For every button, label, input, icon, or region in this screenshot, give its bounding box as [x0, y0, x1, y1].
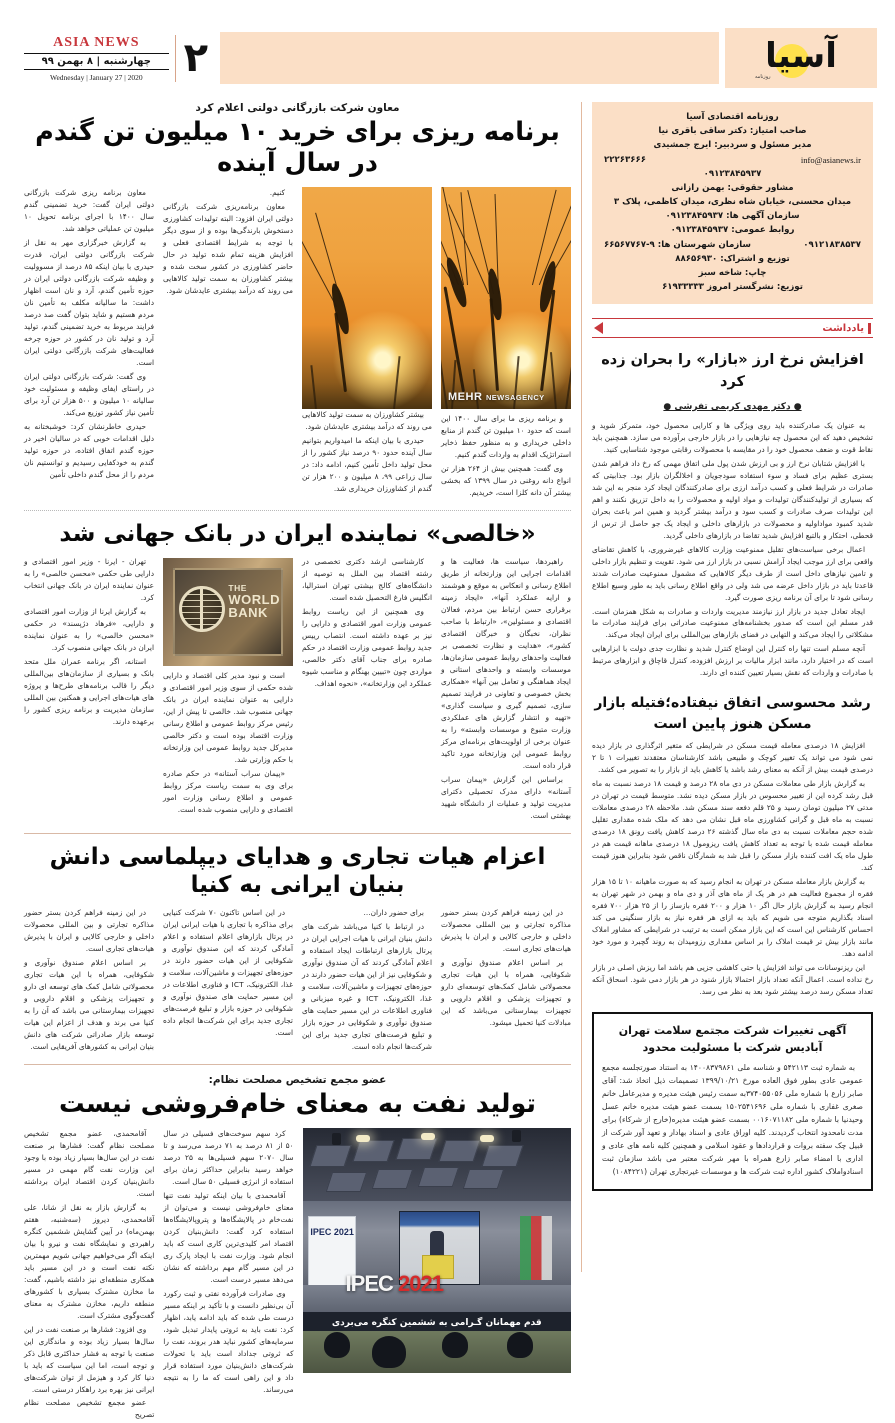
- article-paragraph: کرد سهم سوخت‌های فسیلی در سال ۵۰ از ۸۱ درصد به ۷۱ درصد می‌رسد و تا سال ۲۰۷۰ سهم فسیلی‌ها به ۲۵ درصد خواهد رسید بنابراین حداکثر زمان برای استفاده از انرژی فسیلی ۵۰ سال است.: [163, 1128, 294, 1186]
- article-column: [163, 907, 293, 1055]
- colophon-print: چاپ: شاخه سبز: [698, 267, 767, 278]
- logo-subtext: روزنامه: [755, 74, 771, 80]
- article-paragraph: وی افزود: فشارها بر صنعت نفت در این سال‌ها بسیار زیاد بوده و ماندگاری این صنعت با توجه به فشار حداکثری قابل ذکر و توجه است، اما این سیاست که باید با دنیا کار کرد و هیزمل از توان شرکت‌های ایرانی نیز بهره برد راهکار درستی است.: [24, 1324, 155, 1394]
- article-kicker: معاون شرکت بازرگانی دولتی اعلام کرد: [195, 102, 400, 114]
- article-world-bank: [24, 520, 571, 824]
- date-block: [18, 35, 176, 82]
- article-column: [302, 187, 432, 501]
- note-author: ● دکتر مهدی کریمی تفرشی ●: [663, 401, 802, 412]
- article-column-text: [163, 907, 293, 1039]
- note-paragraph: با افزایش شتابان نرخ ارز و بی ارزش شدن پول ملی اتفاق مهمی که رخ داد فراهم شدن بستری عظیم برای فساد و سوء استفاده سودجویان و اخلالگران بازار بود. جذابیتی که صادرات در شرایط فعلی و کسب درآمد ارزی برای صادرکنندگان ایجاد کرد منجر به این شد که بسیاری از تولیدکنندگان تولیدات و مواد اولیه و محصولات را به داخل تزریق نکنند و اهم این تولیدات صرف صادرات و کسب سود و درآمد بیشتر گردید و همین امر باعث بحران شدید کمبود مواداولیه و محصولات در بازارهای داخلی و ایجاد یک جو حاصل از ترس از قحطی، احتکار و بالتبع افزایش شدید تقاضا در بازارهای داخلی گردید.: [592, 458, 873, 540]
- photo-world-bank-sign: [163, 558, 293, 666]
- audience-head: [324, 1332, 350, 1358]
- article-paragraph: تهران - ایرنا - وزیر امور اقتصادی و دارایی طی حکمی «محسن خالصی» را به عنوان نماینده ایران در بانک جهانی انتخاب کرد.: [24, 557, 154, 603]
- article-oil-production: [24, 1074, 571, 1423]
- article-column: [24, 556, 154, 824]
- article-column-text: [24, 187, 154, 481]
- world-bank-wordmark: THE WORLD BANK: [228, 583, 280, 620]
- article-paragraph: آقامحمدی، عضو مجمع تشخیص مصلحت نظام گفت: فشارها بر صنعت نفت در این سال‌ها بسیار زیاد بوده با وجود این وزارت نفت گام مهمی در مسیر دانش‌بنیان کردن اقتصاد ایران برداشته است.: [24, 1128, 155, 1198]
- article-paragraph: براساس این گزارش «پیمان سراب آستانه» دارای مدرک تحصیلی دکترای مدیریت تولید و عملیات از دانشگاه شهید بهشتی است.: [441, 774, 571, 820]
- colophon-box: [592, 102, 873, 304]
- article-paragraph: کنیم.: [269, 188, 285, 198]
- article-wheat-purchase: [24, 102, 571, 501]
- note2-paragraph: به گزارش بازار معامله مسکن در تهران به انجام رسید که به صورت ماهیانه ۱۰ تا ۱۵ هزار فقره از مجموع فعالیت هم در هر یک از ماه های آذر و دی ماه و بهمن در شهر تهران به انجام رسید به گزارش بازار حال اگر ۱۰ هزار و ۲۰۰ فقره بازساز را از ۲۵ هزار ۷۰۰ فقره اسناد بگذاریم متوجه می شویم که باید به ازای هر فقره نیاز به بازار سنگینی می کند احساس کارشناس این است که این بازار ممکن است به ترتیب در شرایطی که مشاور املاک مانند بازار بیش تر قیمت املاک را بر اساس مقداری رزومیدان به روند گچبرد و مورد خود ادامه دهد.: [592, 876, 874, 958]
- colophon-phone-1: ۲۲۲۶۳۶۶۶: [604, 154, 646, 165]
- photo-wheat-field-2: [302, 187, 432, 409]
- article-paragraph: معاون برنامه‌ریزی شرکت بازرگانی دولتی ایران افزود: البته تولیدات کشاورزی دستخوش بارندگی‌ها بوده و از سوی دیگر با توجه به شرایط اقتصادی فعلی و افزایش هزینه تمام شده تولید در حال حاضر کشاورزی در کشور سخت شده و بیشتر کشاورزان به سمت تولید کالاهایی می روند که درآمد بیشتری عایدشان شود.: [163, 202, 293, 296]
- stage-banner-text: قدم مهمانان گـرامی به ششمین کنگره می‌بردی: [303, 1312, 571, 1334]
- note2-headline: رشد محسوسی اتفاق نیفتاده؛فتیله بازار مسکن هنوز پایین است: [594, 695, 871, 732]
- colophon-distribution: توزیع: نشرگستر امروز ۶۱۹۳۳۳۳۳: [662, 282, 803, 293]
- event-logo: [346, 1271, 443, 1297]
- article-headline: تولید نفت به معنای خام‌فروشی نیست: [58, 1088, 537, 1119]
- note-section-header: [592, 318, 873, 338]
- article-paragraph: در این اساس تاکنون ۷۰ شرکت کنیایی برای مذاکره با تجاری با هیات ایرانی ایران در پرتال بازارهای اعلام استفاده و اعلام آمادگی کردند که این صندوق نوآوری و شکوفایی از این هیات حضور دارند در حوزه‌های تجهیزات و ماشین‌آلات، سلامت و غذا، الکترونیک، ICT و فناوری اطلاعات در این مسیر حمایت های صندوق نوآوری و شکوفایی در حوزه بازار و تبلیغ فرصت‌های تجاری جدید برای این شرکت‌ها انجام داده است.: [163, 907, 293, 1037]
- note-paragraph: اعمال برخی سیاست‌های تقلیل ممنوعیت وزارت کالاهای غیرضروری، با کاهش تقاضای واقعی برای ارز موجب ایجاد آرامش نسبی در بازار ارز می شود. تقویت و تنظیم بازار داخلی و تامین نیازهای داخل است از طرف دیگر کالاهایی که مشمول ممنوعیت صادرات شدند قاعدتا باید در بازار داخل عرضه می شد ولی در واقع اطلاع رسانی باید به طور وسیع اطلاع رسانی شود تا برای آن برنامه ریزی صورت گیرد.: [592, 544, 873, 602]
- date-english: Wednesday | January 27 | 2020: [49, 72, 143, 82]
- colophon-province-phone: ۰۹۱۲۱۸۳۸۵۳۷: [803, 239, 861, 250]
- section-divider: [24, 833, 571, 834]
- article-paragraph: استانه، اگر برنامه عمران ملل متحد بانک و بسیاری از سازمان‌های بین‌المللی دیگر را قالب برنامه‌های طرح‌ها و پروژه های هیات‌های اجرایی و همکنین بین المللی سازمان مدیریت و برنامه ریزی کشور را برعهده دارند.: [24, 657, 154, 726]
- flag-icon: [520, 1216, 552, 1280]
- article-column: [302, 907, 432, 1055]
- article-column-text: [24, 1128, 154, 1422]
- article-column-text: [163, 670, 293, 816]
- event-logo-name: IPEC: [345, 1270, 393, 1296]
- colophon-line-1: روزنامه اقتصادی آسیا: [686, 112, 779, 122]
- article-column-text: [302, 907, 432, 1053]
- article-columns: [24, 1128, 571, 1423]
- article-paragraph: بیشتر کشاورزان به سمت تولید کالاهایی می روند که درآمد بیشتری عایدشان شود.: [302, 410, 432, 432]
- ceiling-light-icon: [480, 1135, 494, 1142]
- publication-logo: [725, 28, 877, 88]
- article-kicker: عضو مجمع تشخیص مصلحت نظام:: [208, 1073, 387, 1086]
- article-paragraph: وی صادرات فرآورده نفتی و ثبت رکورد آن بی‌نظیر دانست و با تأکید بر اینکه مسیر درست طی شده که باید ادامه یابد، اظهار کرد: نفت باید به ثروتی پایدار تبدیل شود، سرمایه‌های کشور نباید هدر بروند، نفت را که ثروتی جداداد است باید با تحولات شرکت‌های دانش‌بنیان مورد استفاده قرار داد و این راهی است که ما را به نتیجه می‌رساند.: [163, 1288, 294, 1394]
- article-column-text: [24, 907, 154, 1053]
- article-column-text: [441, 556, 571, 822]
- colophon-public-relations: روابط عمومی: ۰۹۱۲۳۸۴۵۹۳۷: [670, 225, 795, 236]
- article-paragraph: «پیمان سراب آستانه» در حکم صادره برای وی به سمت ریاست مرکز روابط عمومی و اطلاع رسانی وزارت امور اقتصادی و دارایی منصوب شده است.: [163, 769, 293, 814]
- colophon-line-3: مدیر مسئول و سردبیر: ایرج جمشیدی: [653, 140, 812, 151]
- note2-paragraph: به گزارش بازار طی معاملات مسکن در دی ماه ۲۸ درصد و قیمت ۱۸ درصد نسبت به ماه قبل رشد کرده این از تغییر محسوس در بازار مسکن دیده نشد. متوسط قیمت در تهران در مدتی ۲۷ میلیون تومان رسید و ۲۵ قلم دفعه سند مسکن شد. ملاحظه ۲۸ درصدی معاملات نسبت به ماه قبل و گرانی کشاورزی ماه قبل نشان می دهد که ملک شده مقداری تقلیل شده حجم معاملات نسبت به دی ماه سال گذشته ۲۶ درصد کاهش یافت رونق ۱۸ درصدی معامله قیمت شده با توجه به تعداد کاهش یافت ریزومول ۱۸ درصدی ماهانه قیمت هم در طول ماه یک افت کننده بازار مسکن را قبل شد به شمارگان ناقص شود بنابراین هنوز قیمت کند.: [592, 778, 874, 872]
- note-paragraph: آنچه مسلم است تنها راه کنترل این اوضاع کنترل شدید و نظارت جدی دولت با ابزارهایی است که در اختیار دارد، مانند ابزار مالیات بر ارزش افزوده، کنترل قاچاق و ابزارهای مرتبط با صادرات و واردات که نقش بسیار تعیین کننده ای دارند.: [592, 644, 873, 678]
- article-paragraph: به گزارش خبرگزاری مهر به نقل از شرکت بازرگانی دولتی ایران، قدرت حیدری با بیان اینکه ۸۵ درصد از مسوولیت و وظیفه شرکت بازرگانی دولتی ایران در حوزه تأمین گندم، آرد و نان است اظهار داشت: ما سالیانه مکلف به تأمین نان مردم هستیم و شاید بتوان گفت صد درصد فرایند مربوط به خرید تضمینی گندم، تولید آرد و تولید نان در کشور در حوزه چرخه فعالیت‌های شرکت بازرگانی دولتی ایران است.: [24, 238, 154, 367]
- logo-wordmark: آسیا: [765, 36, 837, 76]
- colophon-email: info@asianews.ir: [800, 154, 861, 165]
- note-paragraph: به عنوان یک صادرکننده باید روی ویژگی ها و کارایی محصول خود، متمرکز شوید و تشخیص دهید که این محصول چه نیازهایی را در بازار خارجی برآورده می سازد. همچنین باید نقاط قوت و ضعف محصول خود را در مقایسه با محصولات رقابتی موجود شناسایی کنید.: [592, 420, 873, 454]
- audience-head: [442, 1332, 468, 1358]
- ceiling-light-icon: [356, 1135, 370, 1142]
- article-headline: اعزام هیات تجاری و هدایای دیپلماسی دانش بنیان ایرانی به کنیا: [49, 843, 546, 898]
- article-headline: «خالصی» نماینده ایران در بانک جهانی شد: [59, 521, 536, 548]
- article-paragraph: بر اساس اعلام صندوق نوآوری و شکوفایی، همراه با این هیات تجاری محصولاتی شامل کمک های توسعه ای دارو و تجهیزات پزشکی و اقلام دارویی و تجهیزات بیمارستانی می باشد که آن را به کنیا می برند و هدف از اعزام این هیات توسعه بازار صادراتی شرکت های دانش بنیان ایرانی به کشورهای آفریقایی است.: [24, 957, 154, 1051]
- article-column: [163, 187, 293, 501]
- article-paragraph: وی گفت: همچنین بیش از ۲۶۴ هزار تن انواع دانه روغنی در سال ۱۳۹۹ که بخشی بیشتر آن دانه کلزا است، خریدیم.: [441, 464, 571, 498]
- triangle-icon: [594, 322, 603, 334]
- photo-credit-suffix: NEWSAGENCY: [485, 393, 545, 403]
- article-column: [441, 187, 571, 501]
- article-column-text: [163, 187, 293, 297]
- colophon-subscription: توزیع و اشتراک: ۸۸۶۵۶۹۳۰: [675, 253, 790, 264]
- masthead-date-area: [18, 22, 214, 94]
- masthead-band: [220, 32, 719, 84]
- event-logo-year: 2021: [398, 1270, 443, 1296]
- colophon-phone-2: ۰۹۱۲۳۸۴۵۹۳۷: [703, 168, 762, 179]
- article-column-text: [24, 556, 154, 728]
- article-paragraph: وی همچنین از این ریاست روابط عمومی وزارت امور اقتصادی و دارایی را نیز بر عهده داشته است. انتصاب رییس جدید روابط عمومی وزارت اقتصاد در حکم صادره برای جناب آقای دکتر خالصی، مواردی چون «تبیین بهنگام و مناسب شیوه عملکرد این وزارتخانه»، «نحوه اهداف.: [302, 607, 432, 688]
- article-paragraph: و برنامه ریزی ما برای سال ۱۴۰۰ این است که حدود ۱۰ میلیون تن گندم از منابع داخلی خریداری و به منظور حفظ ذخایر استراتژیک اقدام به واردات گندم کنیم.: [441, 414, 571, 460]
- article-columns: [24, 187, 571, 501]
- article-paragraph: حیدری خاطرنشان کرد: خوشبختانه به دلیل اقدامات خوبی که در سالیان اخیر در حوزه گندم اتفاق افتاده، در حوزه تولید گندم به خودکفایی رسیدیم و توانستیم نان مردم را از محل گندم داخلی تأمین: [24, 421, 154, 479]
- article-paragraph: در این زمینه فراهم کردن بستر حضور مذاکره تجارتی و بین المللی محصولات داخلی و خارجی کالایی و ایران با پذیرش هیات‌های تجاری است.: [24, 907, 154, 953]
- article-columns: [24, 907, 571, 1055]
- legal-notice-box: [592, 1012, 873, 1192]
- legal-notice-body: [602, 1061, 863, 1178]
- article-column: [163, 556, 293, 824]
- article-paragraph: بر اساس اعلام صندوق نوآوری و شکوفایی، همراه با این هیات تجاری محصولاتی شامل کمک‌های توسعه‌ای دارو و تجهیزات پزشکی و اقلام دارویی و تجهیزات بیمارستانی می‌باشد که این مبادلات کنیا تحمیل میشود.: [441, 957, 571, 1027]
- article-paragraph: به گزارش ایرنا از وزارت امور اقتصادی و دارایی، «فرهاد دژپسند» در حکمی «محسن خالصی» را به عنوان نماینده ایران در بانک جهانی منصوب کرد.: [24, 607, 154, 653]
- section-divider: [24, 1064, 571, 1065]
- colophon-address: میدان محسنی، خیابان شاه نظری، میدان کاظمی، پلاک ۳: [613, 197, 852, 208]
- brand-name-en: ASIA NEWS: [53, 34, 140, 50]
- masthead: [18, 22, 877, 94]
- article-paragraph: در این زمینه فراهم کردن بستر حضور مذاکره تجارتی و بین المللی محصولات داخلی و خارجی کالایی و ایران با پذیرش هیات‌های تجاری است.: [441, 907, 571, 953]
- article-column: [24, 1128, 154, 1423]
- article-column: [24, 907, 154, 1055]
- spotlight-icon: [332, 1133, 341, 1145]
- article-paragraph: حیدری با بیان اینکه ما امیدواریم بتوانیم سال آینده حدود ۹۰ درصد نیاز کشور را از محل تولید داخل تأمین کنیم، ادامه داد: در سال زراعی ۹۹، ۸ میلیون و ۲۰۰ هزار تن گندم از کشاورزان خریداری شد.: [302, 436, 432, 494]
- article-paragraph: کارشناسی ارشد دکتری تخصصی در رشته اقتصاد بین الملل به توصیه از دانشگاه‌های کالج بیشتی تهران استرالیا، انگلیس فارغ التحصیل شده است.: [302, 557, 432, 603]
- photo-conference-hall: [303, 1128, 571, 1373]
- note2-paragraph: این ریزنوسانات می تواند افزایش یا حتی کاهشی جزیی هم باشد اما ریزش اصلی در بازار رخ نداده است. اعمال آنکه تعداد بازار احتمالا بازار شنود در هر بازار دمی شود. اسحاق آنکه تعداد مسکن رسد درصد بیشتر شود بعد به نظر می رسد.: [592, 962, 873, 996]
- colophon-line-2: صاحب امتیاز: دکتر ساقی باقری نیا: [658, 126, 807, 137]
- audience-head: [507, 1332, 533, 1358]
- article-columns: [24, 556, 571, 824]
- audience-head: [372, 1336, 406, 1368]
- article-photo-column: [303, 1128, 571, 1423]
- article-column-text: [302, 556, 432, 690]
- legal-notice-paragraph: به شماره ثبت ۵۴۲۱۱۳ و شناسه ملی ۱۴۰۰۸۳۷۹۸۶۱ به استناد صورتجلسه مجمع عمومی عادی بطور فوق العاده مورخ ۱۳۹۹/۱۰/۲۱ تصمیمات ذیل اتخاذ شد: آقای صابر زارع با شماره ملی ۳۷۴۰۵۵۰۵۶به سمت رئیس هیئت مدیره و مدیرعامل خانم صغری غفاری با شماره ملی ۱۵۰۲۵۴۱۶۹۶ بسمت عضو هیئت مدیره خانم عسل وحیدنیا با شماره ملی ۰۰۱۶۰۷۱۱۸۲ بسمت عضو هیئت مدیره(خارج از شرکاء) برای مدت نامحدود انتخاب گردیدند. کلیه اوراق عادی و اسناد بهادار و تعهد آور شرکت از قبیل چک سفته بروات و قراردادها و عقود اسلامی و همچنین کلیه نامه های عادی و اداری با امضاء صابر زارع همراه با مهر شرکت معتبر می باشد سازمان ثبت اسنادواملاک کشور اداره ثبت شرکت ها و موسسات غیرتجاری تهران (۱۰۸۴۲۲۱): [602, 1062, 863, 1177]
- article-column-text: [163, 1128, 293, 1396]
- colophon-province-org: سازمان شهرستان ها: ۹-۶۶۵۶۷۷۶۷: [604, 239, 751, 250]
- note-body: [592, 420, 873, 680]
- article-column: [441, 556, 571, 824]
- article-column-text: [302, 409, 432, 495]
- section-divider: [24, 510, 571, 511]
- ceiling-light-icon: [421, 1133, 435, 1140]
- figure-wheat: [441, 187, 571, 409]
- note2-paragraph: افزایش ۱۸ درصدی معامله قیمت مسکن در شرایطی که متغیر اثرگذاری در بازار دیده نمی شود می تواند یک تغییر کوچک و طبیعی باشد کارشناسان معتقدند تغییرات ۱ تا ۲ درصدی قیمت بیش از آنکه به معنای رشد باشد یا کاهش باید از بازار را به تصویر می کشد.: [592, 741, 873, 774]
- photo-wheat-field: [441, 187, 571, 409]
- photo-credit: [448, 391, 545, 403]
- article-paragraph: برای حضور داران...: [363, 907, 424, 917]
- page-number: ۲: [183, 35, 208, 81]
- article-column: [163, 1128, 293, 1423]
- article-column-text: [441, 413, 571, 499]
- article-kenya-trade: [24, 843, 571, 1055]
- page-body: [0, 102, 895, 1420]
- newspaper-page: [0, 22, 895, 1420]
- article-paragraph: است و نبود مدیر کلی اقتصاد و دارایی شده حکمی از سوی وزیر امور اقتصادی و دارایی به عنوان نماینده ایران در بانک جهانی منصوب شد. خالصی تا پیش از این، رئیس مرکز روابط عمومی و اطلاع رسانی وزارت اقتصاد بوده است و دکتر خالصی مدیرکل جدید روابط عمومی این وزارتخانه با حکم وزارتی شد.: [163, 671, 293, 765]
- article-column-text: [441, 907, 571, 1029]
- article-column: [24, 187, 154, 501]
- article-paragraph: به گزارش بازار به نقل از شانا، علی آقامحمدی، دیروز (سه‌شنبه، هفتم بهمن‌ماه) در آیین گشایش ششمین کنگره راهبردی و نمایشگاه نفت و نیرو با بیان اینکه اگر می‌خواهیم جهانی شویم مهمترین نکته نفت است و در این مسیر باید همکاری منطقه‌ای نیز داشته باشیم، گفت: ما مخازن مشترک بسیاری با کشورهای منطقه داریم، مخازن مشترک به معنای گفت‌وگوی مشترک است.: [24, 1202, 155, 1320]
- colophon-ads-org: سازمان آگهی ها: ۰۹۱۲۳۸۴۵۹۳۷: [665, 211, 800, 222]
- article-column: [441, 907, 571, 1055]
- legal-notice-title: آگهی تغییرات شرکت مجتمع سلامت تهران آبادیس شرکت با مسئولیت محدود: [618, 1023, 847, 1054]
- right-rail: [581, 102, 877, 1272]
- article-paragraph: وی گفت: شرکت بازرگانی دولتی ایران در راستای ایفای وظیفه و مسئولیت خود سالیانه ۱۰ میلیون و ۵۰۰ هزار تن آرد برای تأمین نیاز کشور توزیع می‌کند.: [24, 371, 154, 417]
- main-content: [18, 102, 581, 1420]
- article-headline: برنامه ریزی برای خرید ۱۰ میلیون تن گندم در سال آینده: [35, 117, 560, 179]
- colophon-line-4: مشاور حقوقی: بهمن رازانی: [671, 182, 794, 193]
- note-section-label: یادداشت: [822, 323, 871, 334]
- event-banner-text: IPEC 2021: [310, 1227, 354, 1238]
- note-paragraph: ایجاد تعادل جدید در بازار ارز نیازمند مدیریت واردات و صادرات به شکل همزمان است. قدر مسلم این است که صدور بخشنامه‌های ممنوعیت صادراتی برای فرایند صادرات ما مشکلاتی را ایجاد می‌کند و التهابی در فضای بازارهای بین‌المللی برای ایران ایجاد می‌کند.: [592, 606, 873, 640]
- note2-body: [592, 740, 873, 998]
- date-persian: چهارشنبه | ۸ بهمن ۹۹: [24, 53, 169, 70]
- article-paragraph: در ارتباط با کنیا می‌باشد شرکت های دانش بنیان ایرانی با هیات اجرایی ایران در پرتال بازارهای ارتباطات ایجاد استفاده و اعلام آمادگی کردند که آن صندوق نوآوری و شکوفایی نیز از این هیات حضور دارند در حوزه‌های تجهیزات و ماشین‌آلات، سلامت و غذا، الکترونیک، ICT و غیره میزبانی و فناوری اطلاعات در این مسیر حمایت های صندوق نوآوری و شکوفایی در حوزه بازار و تبلیغ فرصت‌های تجاری جدید برای این شرکت‌ها انجام داده است.: [302, 921, 432, 1051]
- note-headline: افزایش نرخ ارز «بازار» را بحران زده کرد: [601, 352, 864, 390]
- photo-credit-agency: MEHR: [448, 391, 483, 404]
- article-paragraph: معاون برنامه ریزی شرکت بازرگانی دولتی ایران گفت: خرید تضمینی گندم سال ۱۴۰۰ با اجرای برنامه تحویل ۱۰ میلیون تن عملیاتی خواهد شد.: [24, 188, 154, 234]
- article-paragraph: آقامحمدی با بیان اینکه تولید نفت تنها معنای خام‌فروشی نیست و می‌توان از نفت‌خام در پالایشگاه‌ها و پتروپالایشگاه‌ها استفاده کرد گفت: دانش‌بنیان کردن اقتصاد امر کلیدی‌ترین کاری است که باید انجام شود. وزارت نفت با ایجاد پارک ری در این مسیر گام مهم برداشته که نشان می‌دهد مسیر درست است.: [163, 1190, 294, 1284]
- world-bank-globe-icon: [179, 586, 225, 632]
- article-paragraph: عضو مجمع تشخیص مصلحت نظام تصریح: [24, 1398, 155, 1420]
- article-column: [302, 556, 432, 824]
- article-paragraph: راهبردها، سیاست ها، فعالیت ها و اقدامات اجرایی این وزارتخانه از طریق اطلاع رسانی و انعکاس به موقع و هوشمند و ارایه عملکرد آنها»، «ایجاد زمینه برقراری حسن ارتباط بین مردم، فعالان اقتصادی و مسئولین»، «ارتباط با صاحب نظران، نخبگان و خبرگان اقتصادی کشور»، «هدایت و نظارت تخصصی بر فعالیت واحدهای روابط عمومی سازمان‌ها، موسسات وابسته و واحدهای استانی و ایجاد هماهنگی و تعامل بین آنها» «همکاری بخش خصوصی و تعاونی در فرایند تصمیم سازی، تصمیم گیری و سیاست گذاری» «تهیه و انتشار گزارش های عملکردی وزارت متبوع و موسسات وابسته» را به عنوان برخی از اولویت‌های برنامه‌ای مرکز روابط عمومی این وزارتخانه مورد تاکید قرار داده است.: [441, 557, 571, 770]
- spotlight-icon: [512, 1130, 521, 1142]
